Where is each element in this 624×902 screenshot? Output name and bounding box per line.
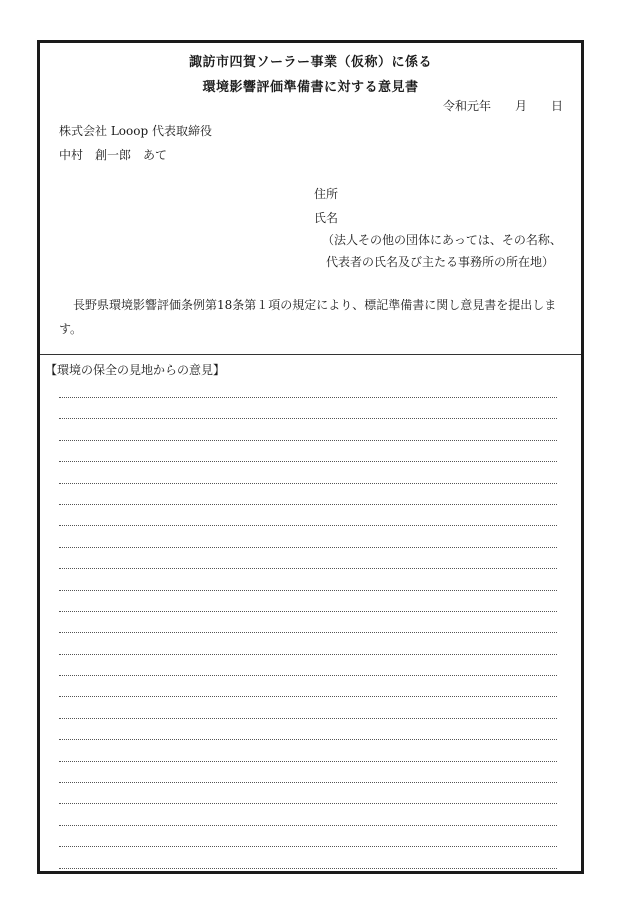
dotted-writing-line bbox=[59, 568, 557, 569]
dotted-writing-line bbox=[59, 868, 557, 869]
dotted-writing-line bbox=[59, 525, 557, 526]
dotted-writing-line bbox=[59, 611, 557, 612]
section-divider bbox=[40, 354, 581, 355]
addressee-name: 中村 創一郎 あて bbox=[59, 148, 168, 162]
dotted-writing-line bbox=[59, 461, 557, 462]
dotted-writing-line bbox=[59, 440, 557, 441]
opinion-writing-area[interactable] bbox=[59, 397, 557, 889]
address-label: 住所 bbox=[314, 187, 339, 201]
title-line-1: 諏訪市四賀ソーラー事業（仮称）に係る bbox=[188, 55, 432, 70]
form-frame bbox=[37, 40, 584, 874]
dotted-writing-line bbox=[59, 696, 557, 697]
name-label: 氏名 bbox=[314, 211, 339, 225]
dotted-writing-line bbox=[59, 504, 557, 505]
dotted-writing-line bbox=[59, 418, 557, 419]
dotted-writing-line bbox=[59, 803, 557, 804]
dotted-writing-line bbox=[59, 825, 557, 826]
dotted-writing-line bbox=[59, 675, 557, 676]
dotted-writing-line bbox=[59, 483, 557, 484]
dotted-writing-line bbox=[59, 761, 557, 762]
dotted-writing-line bbox=[59, 547, 557, 548]
dotted-writing-line bbox=[59, 718, 557, 719]
opinion-section-label: 【環境の保全の見地からの意見】 bbox=[45, 363, 226, 377]
declaration-text: 長野県環境影響評価条例第18条第１項の規定により、標記準備書に関し意見書を提出します。 bbox=[59, 298, 557, 336]
dotted-writing-line bbox=[59, 782, 557, 783]
sender-note-line-1: （法人その他の団体にあっては、その名称、 bbox=[322, 233, 562, 247]
dotted-writing-line bbox=[59, 632, 557, 633]
title-line-2: 環境影響評価準備書に対する意見書 bbox=[202, 80, 419, 95]
dotted-writing-line bbox=[59, 739, 557, 740]
dotted-writing-line bbox=[59, 846, 557, 847]
dotted-writing-line bbox=[59, 654, 557, 655]
date-field: 令和元年 月 日 bbox=[442, 99, 563, 113]
dotted-writing-line bbox=[59, 397, 557, 398]
dotted-writing-line bbox=[59, 590, 557, 591]
addressee-company: 株式会社 Looop 代表取締役 bbox=[59, 124, 212, 138]
sender-note-line-2: 代表者の氏名及び主たる事務所の所在地） bbox=[326, 255, 555, 269]
